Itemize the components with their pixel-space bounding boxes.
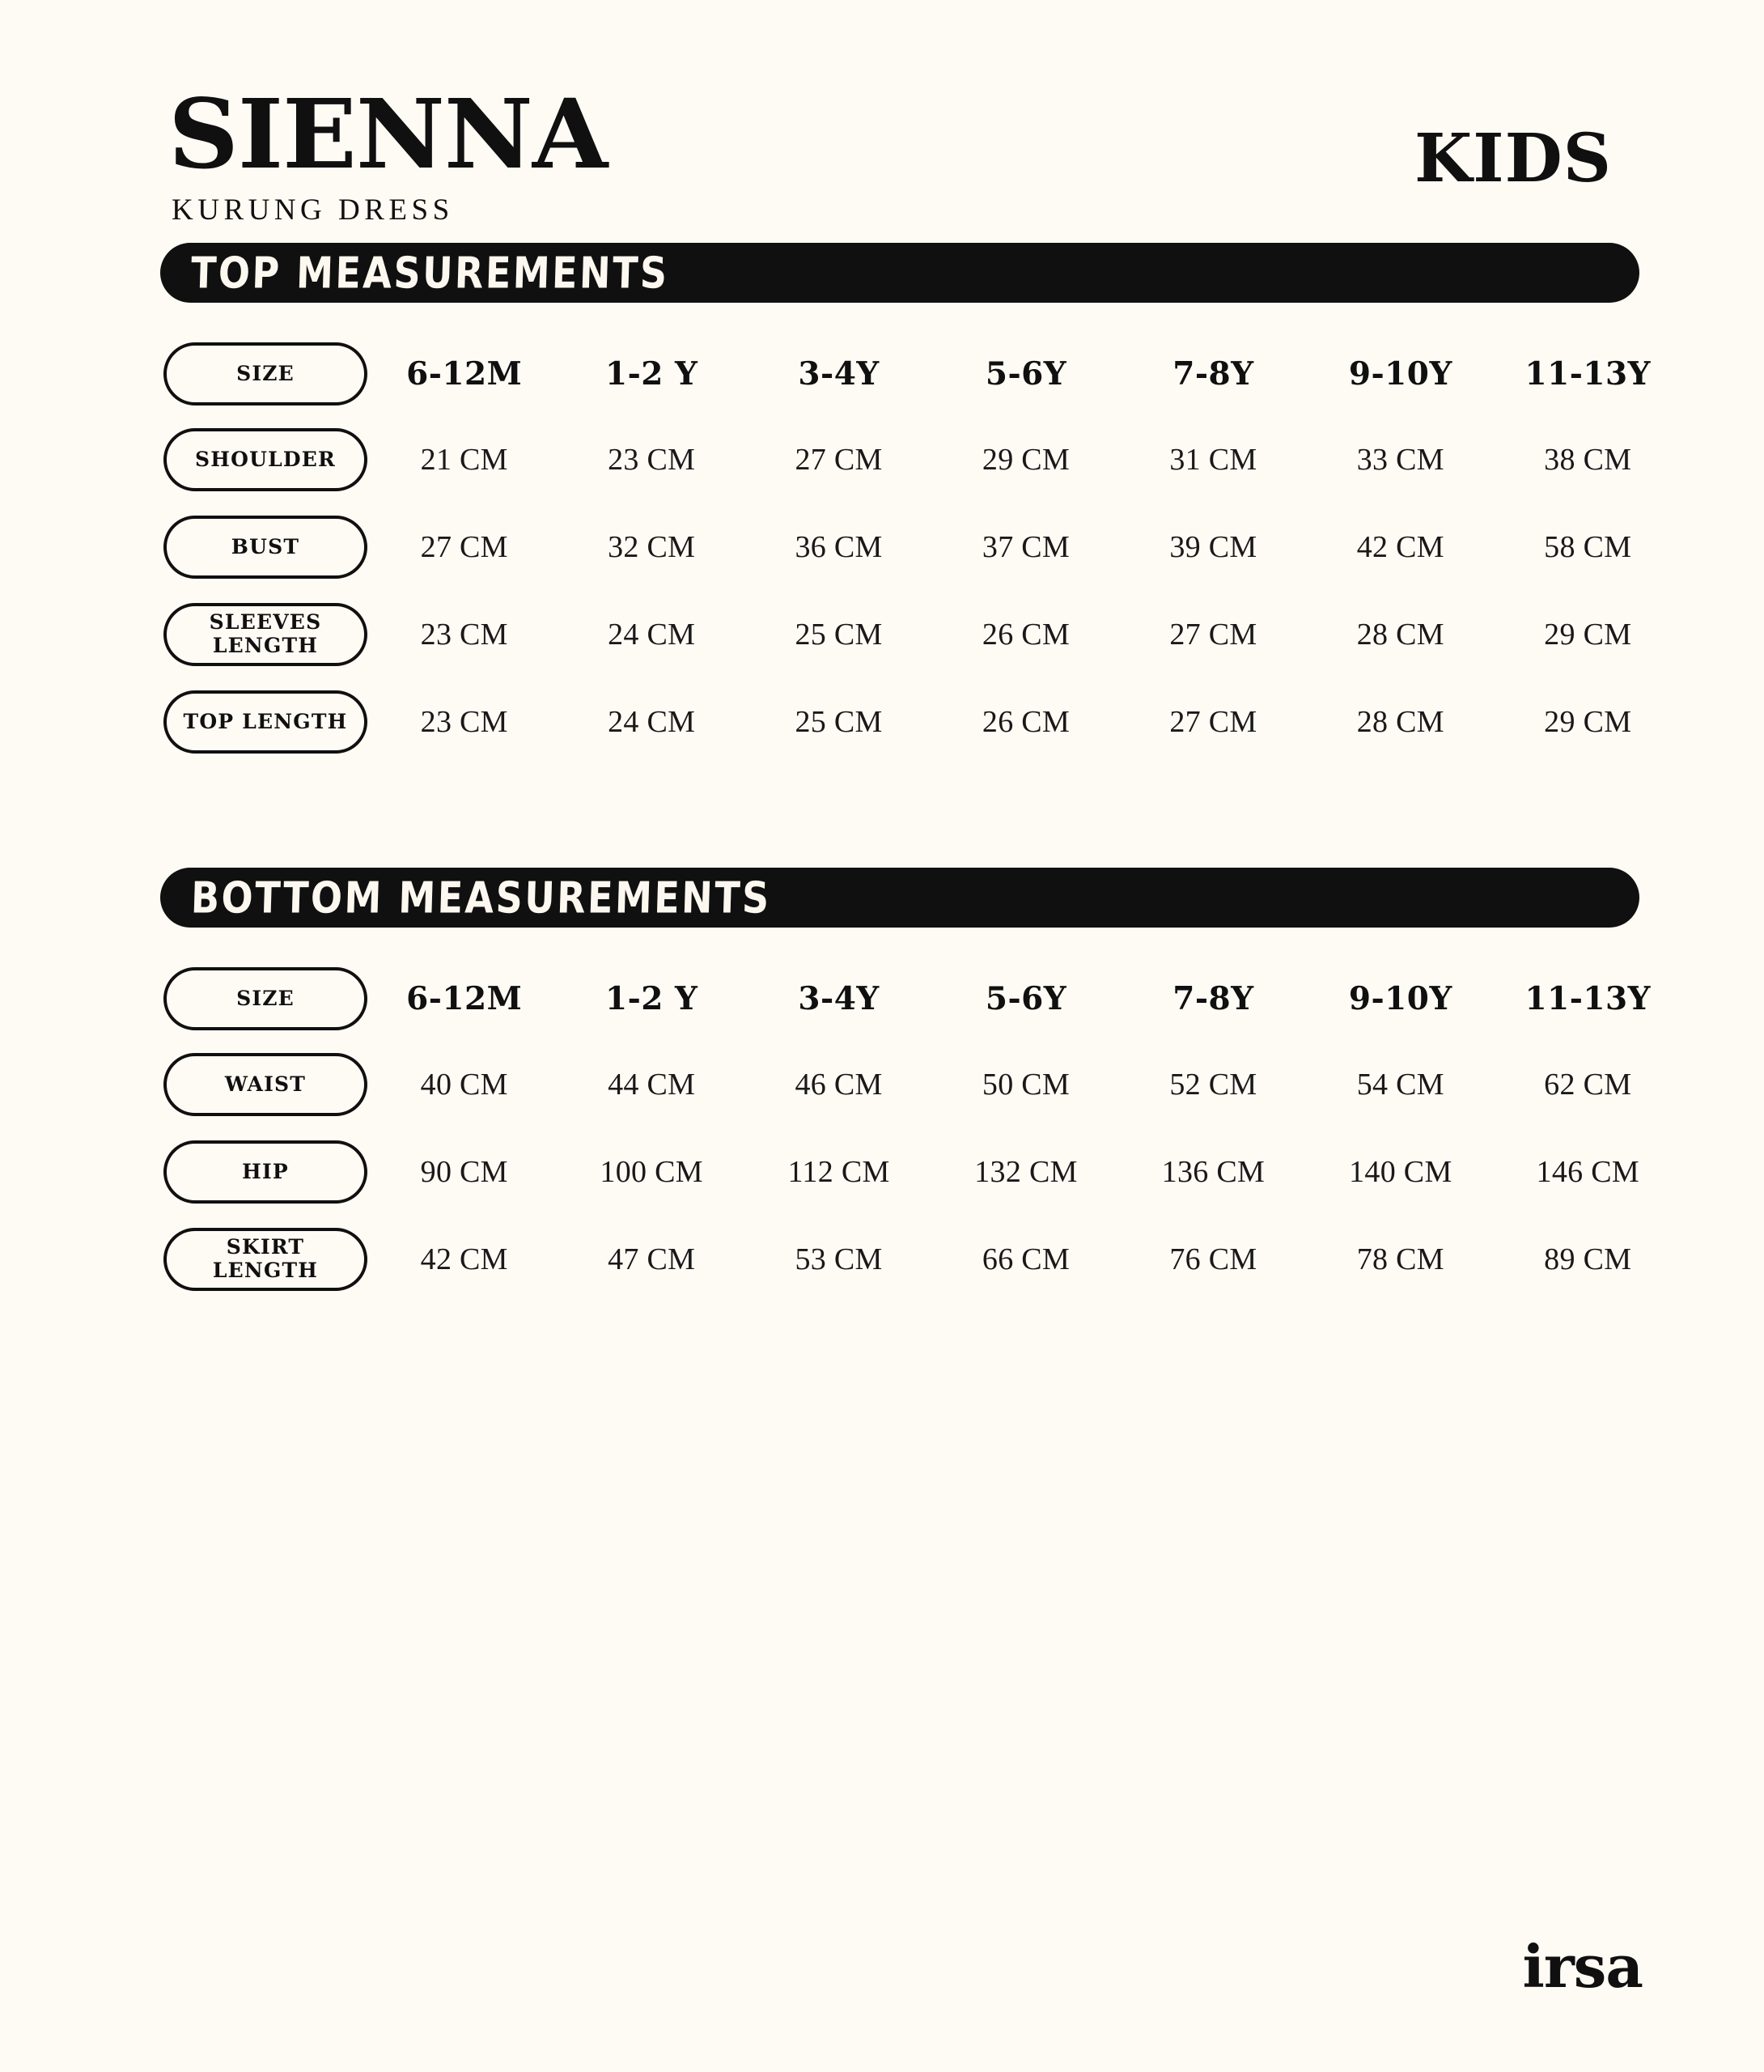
measurement-value: 38 CM bbox=[1544, 443, 1632, 477]
size-column-header: 3-4Y bbox=[798, 980, 880, 1017]
row-label-pill bbox=[163, 1228, 367, 1291]
row-label-pill bbox=[163, 516, 367, 579]
row-label-pill bbox=[163, 1053, 367, 1116]
brand-name: SIENNA bbox=[168, 78, 608, 190]
measurement-value: 28 CM bbox=[1356, 618, 1444, 652]
measurement-value: 136 CM bbox=[1161, 1155, 1266, 1189]
measurement-value: 100 CM bbox=[600, 1155, 703, 1189]
measurement-value: 24 CM bbox=[608, 705, 696, 739]
row-label-pill bbox=[163, 690, 367, 754]
measurement-value: 21 CM bbox=[420, 443, 508, 477]
row-label-line: SLEEVES bbox=[209, 610, 322, 635]
measurement-value: 132 CM bbox=[974, 1155, 1078, 1189]
measurement-value: 23 CM bbox=[608, 443, 696, 477]
measurement-value: 44 CM bbox=[608, 1068, 696, 1102]
section-banner-label: TOP MEASUREMENTS bbox=[190, 247, 670, 299]
row-label-cell bbox=[160, 690, 371, 754]
table-row bbox=[160, 1216, 1681, 1303]
row-label-text: TOP LENGTH bbox=[183, 709, 348, 733]
measurement-value: 50 CM bbox=[982, 1068, 1071, 1102]
row-label-cell bbox=[160, 516, 371, 579]
table-header-row bbox=[160, 957, 1681, 1041]
measurement-value: 31 CM bbox=[1169, 443, 1257, 477]
row-label-line: LENGTH bbox=[212, 634, 319, 657]
size-column-header: 9-10Y bbox=[1348, 355, 1452, 393]
table-row bbox=[160, 416, 1681, 503]
row-label-text: BUST bbox=[231, 534, 300, 558]
category-label: KIDS bbox=[1414, 120, 1612, 197]
measurement-value: 42 CM bbox=[420, 1242, 508, 1276]
size-column-header: 9-10Y bbox=[1348, 980, 1452, 1017]
size-column-header: 3-4Y bbox=[798, 355, 880, 393]
section-banner bbox=[160, 868, 1639, 928]
measurement-value: 37 CM bbox=[982, 530, 1071, 564]
size-label-text: SIZE bbox=[236, 361, 295, 385]
page-header bbox=[121, 0, 1643, 243]
row-label-cell bbox=[160, 428, 371, 491]
size-column-header: 1-2 Y bbox=[604, 980, 698, 1017]
size-label-cell bbox=[160, 342, 371, 405]
size-column-header: 6-12M bbox=[406, 355, 523, 393]
row-label-text bbox=[213, 1236, 318, 1283]
measurement-table bbox=[160, 332, 1681, 766]
measurement-value: 23 CM bbox=[420, 705, 508, 739]
measurement-value: 53 CM bbox=[795, 1242, 883, 1276]
brand-subtitle: KURUNG DRESS bbox=[172, 193, 454, 227]
footer bbox=[1523, 1932, 1643, 2001]
section-banner-label: BOTTOM MEASUREMENTS bbox=[190, 872, 772, 923]
measurement-value: 26 CM bbox=[982, 618, 1071, 652]
size-column-header: 7-8Y bbox=[1172, 980, 1254, 1017]
measurement-value: 23 CM bbox=[420, 618, 508, 652]
measurement-value: 112 CM bbox=[787, 1155, 890, 1189]
size-label-pill bbox=[163, 342, 367, 405]
table-row bbox=[160, 1128, 1681, 1216]
measurement-value: 47 CM bbox=[608, 1242, 696, 1276]
measurement-value: 46 CM bbox=[795, 1068, 883, 1102]
measurement-value: 33 CM bbox=[1356, 443, 1444, 477]
table-row bbox=[160, 678, 1681, 766]
section-spacer bbox=[121, 766, 1643, 868]
measurement-value: 27 CM bbox=[1169, 705, 1257, 739]
footer-logo: irsa bbox=[1522, 1932, 1643, 2001]
row-label-text bbox=[210, 611, 322, 658]
measurement-value: 42 CM bbox=[1356, 530, 1444, 564]
measurement-value: 62 CM bbox=[1544, 1068, 1632, 1102]
size-label-cell bbox=[160, 967, 371, 1030]
size-column-header: 5-6Y bbox=[985, 355, 1067, 393]
measurement-value: 146 CM bbox=[1536, 1155, 1639, 1189]
size-column-header: 7-8Y bbox=[1172, 355, 1254, 393]
measurement-value: 26 CM bbox=[982, 705, 1071, 739]
measurement-value: 27 CM bbox=[1169, 618, 1257, 652]
measurement-value: 29 CM bbox=[1544, 705, 1632, 739]
measurement-value: 29 CM bbox=[1544, 618, 1632, 652]
measurement-value: 27 CM bbox=[795, 443, 883, 477]
table-header-row bbox=[160, 332, 1681, 416]
row-label-text: WAIST bbox=[224, 1072, 307, 1096]
size-column-header: 1-2 Y bbox=[604, 355, 698, 393]
measurement-value: 28 CM bbox=[1356, 705, 1444, 739]
measurement-value: 25 CM bbox=[795, 618, 883, 652]
table-row bbox=[160, 591, 1681, 678]
size-label-pill bbox=[163, 967, 367, 1030]
measurement-value: 29 CM bbox=[982, 443, 1071, 477]
row-label-text: HIP bbox=[242, 1159, 289, 1183]
measurement-value: 140 CM bbox=[1349, 1155, 1452, 1189]
measurement-value: 25 CM bbox=[795, 705, 883, 739]
measurement-value: 39 CM bbox=[1169, 530, 1257, 564]
size-column-header: 11-13Y bbox=[1524, 355, 1652, 393]
measurement-value: 78 CM bbox=[1356, 1242, 1444, 1276]
measurement-value: 89 CM bbox=[1544, 1242, 1632, 1276]
measurement-value: 52 CM bbox=[1169, 1068, 1257, 1102]
section-banner bbox=[160, 243, 1639, 303]
size-column-header: 11-13Y bbox=[1524, 980, 1652, 1017]
size-label-text: SIZE bbox=[236, 986, 295, 1010]
row-label-cell bbox=[160, 603, 371, 666]
table-row bbox=[160, 503, 1681, 591]
size-column-header: 6-12M bbox=[406, 980, 523, 1017]
measurement-value: 40 CM bbox=[420, 1068, 508, 1102]
row-label-pill bbox=[163, 1140, 367, 1204]
measurement-value: 54 CM bbox=[1356, 1068, 1444, 1102]
row-label-line: SKIRT bbox=[226, 1235, 305, 1259]
measurement-value: 66 CM bbox=[982, 1242, 1071, 1276]
measurement-value: 90 CM bbox=[420, 1155, 508, 1189]
measurement-sections bbox=[121, 243, 1652, 1303]
measurement-value: 36 CM bbox=[795, 530, 883, 564]
measurement-value: 76 CM bbox=[1169, 1242, 1257, 1276]
brand-block bbox=[168, 78, 608, 227]
row-label-cell bbox=[160, 1053, 371, 1116]
table-row bbox=[160, 1041, 1681, 1128]
row-label-line: LENGTH bbox=[212, 1259, 319, 1282]
row-label-pill bbox=[163, 428, 367, 491]
row-label-text: SHOULDER bbox=[195, 447, 336, 471]
measurement-value: 24 CM bbox=[608, 618, 696, 652]
row-label-cell bbox=[160, 1228, 371, 1291]
measurement-table bbox=[160, 957, 1681, 1303]
row-label-cell bbox=[160, 1140, 371, 1204]
measurement-value: 27 CM bbox=[420, 530, 508, 564]
measurement-value: 58 CM bbox=[1544, 530, 1632, 564]
size-column-header: 5-6Y bbox=[985, 980, 1067, 1017]
row-label-pill bbox=[163, 603, 367, 666]
measurement-value: 32 CM bbox=[608, 530, 696, 564]
